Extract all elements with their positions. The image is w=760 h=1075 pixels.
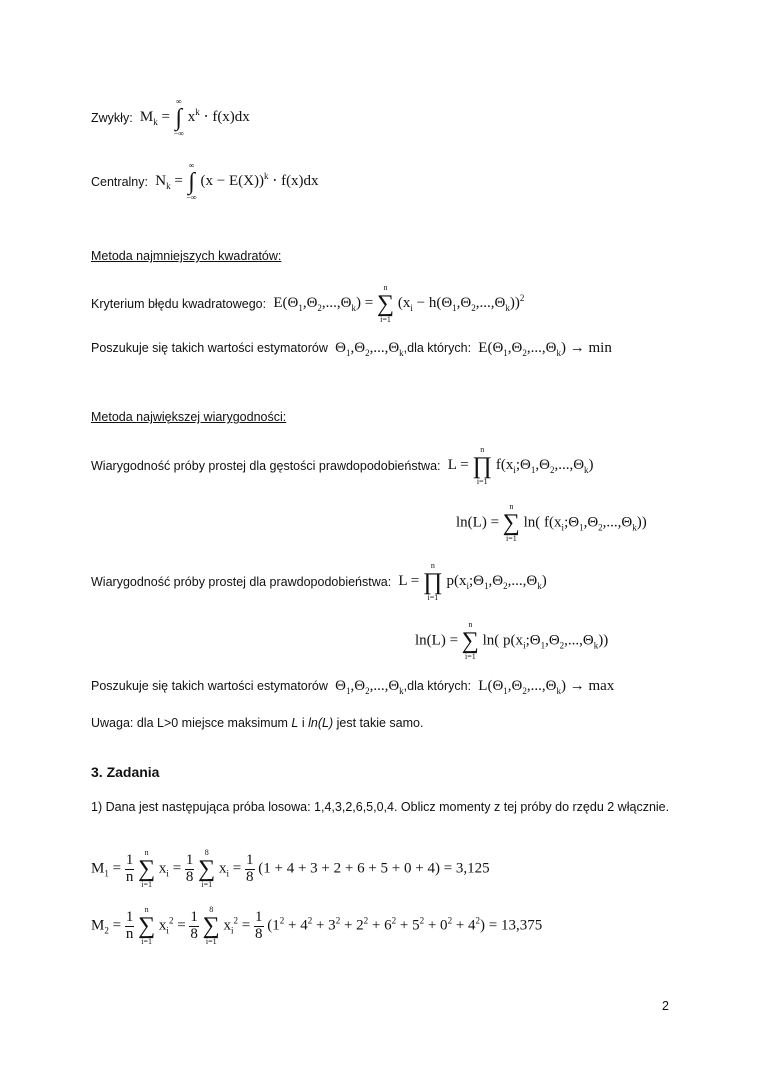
criterion-formula: $E(\Theta_1,\Theta_2,...,\Theta_k)$ = n ∑ i=1 $(x_i - h(\Theta_1,\Theta_2,...,\Theta_k))^2$: [269, 283, 525, 324]
prob-row: [91, 562, 547, 602]
ml-search-suffix: ,dla których:: [403, 679, 472, 693]
note-mid: i: [298, 716, 309, 730]
ml-search-text: Poszukuje się takich wartości estymatorów: [91, 679, 328, 693]
max-likelihood-heading: Metoda największej wiarygodności:: [91, 410, 287, 424]
ls-search-formula: $E(\Theta_1,\Theta_2,...,\Theta_k) \to \min$: [474, 340, 612, 358]
ml-search-row: Poszukuje się takich wartości estymatorów $\Theta_1,\Theta_2,...,\Theta_k,dla$ których: $L(\Theta_1,\Theta_2,...,\Theta_k) \to \max$: [91, 678, 615, 696]
ordinary-formula: $M_k$ = ∞ ∫ −∞ $x^k \cdot f(x)dx$: [136, 97, 250, 138]
central-moment: [91, 162, 319, 202]
task1-text: 1) Dana jest następująca próba losowa: 1,4,3,2,6,5,0,4. Oblicz momenty z tej próby do rzędu 2 włącznie.: [91, 800, 670, 814]
prob-label: Wiarygodność próby prostej dla prawdopodobieństwa:: [91, 575, 392, 590]
note-suffix: jest takie samo.: [333, 716, 424, 730]
page-number: 2: [662, 999, 669, 1013]
density-log-formula: ln(L) = n ∑ i=1 ln( $f(x_i;\Theta_1,\Theta_2,...,\Theta_k)$): [456, 502, 647, 543]
ordinary-label: Zwykły:: [91, 111, 133, 126]
criterion-label: Kryterium błędu kwadratowego:: [91, 297, 267, 312]
criterion-row: [91, 284, 524, 324]
ls-search-suffix: ,dla których:: [403, 341, 472, 355]
density-formula: L = n ∏ i=1 $f(x_i;\Theta_1,\Theta_2,...,\Theta_k)$: [443, 445, 594, 486]
ordinary-moment: [91, 98, 250, 138]
ls-search-text: Poszukuje się takich wartości estymatorów: [91, 341, 328, 355]
note-lnL: ln(L): [308, 716, 334, 730]
m1-formula: $M_1$ = $\frac{1}{n}$ n ∑ i=1 $x_i$ = $\frac{1}{8}$ 8 ∑ i=1 $x_i$ = $\frac{1}{8}$ (1 + 4 + 3 + 2 + 6 + 5 + 0 + 4) = 3,125: [91, 848, 490, 889]
least-squares-heading: Metoda najmniejszych kwadratów:: [91, 249, 282, 263]
central-label: Centralny:: [91, 175, 148, 190]
prob-log-formula: ln(L) = n ∑ i=1 ln( $p(x_i;\Theta_1,\Theta_2,...,\Theta_k)$): [415, 620, 609, 661]
central-formula: $N_k$ = ∞ ∫ −∞ $(x - E(X))^k \cdot f(x)dx$: [151, 161, 319, 202]
density-label: Wiarygodność próby prostej dla gęstości prawdopodobieństwa:: [91, 459, 441, 474]
density-row: [91, 446, 594, 486]
m2-result: 13,375: [501, 917, 543, 934]
prob-formula: L = n ∏ i=1 $p(x_i;\Theta_1,\Theta_2,...,\Theta_k)$: [394, 561, 547, 602]
m2-formula: $M_2$ = $\frac{1}{n}$ n ∑ i=1 $x_i^2$ = $\frac{1}{8}$ 8 ∑ i=1 $x_i^2$ = $\frac{1}{8}$ $(1^2 + 4^2 + 3^2 + 2^2 + 6^2 + 5^2 + 0^2 + 4^2) = 13,375$: [91, 905, 543, 946]
ml-search-formula: $L(\Theta_1,\Theta_2,...,\Theta_k) \to \max$: [474, 678, 615, 696]
m1-result: 3,125: [455, 860, 490, 877]
tasks-heading: 3. Zadania: [91, 764, 160, 780]
note: [91, 716, 423, 730]
note-prefix: Uwaga: dla L>0 miejsce maksimum: [91, 716, 292, 730]
note-L: L: [291, 716, 299, 730]
ls-search-row: Poszukuje się takich wartości estymatorów $\Theta_1,\Theta_2,...,\Theta_k,dla$ których: $E(\Theta_1,\Theta_2,...,\Theta_k) \to \min$: [91, 340, 612, 358]
